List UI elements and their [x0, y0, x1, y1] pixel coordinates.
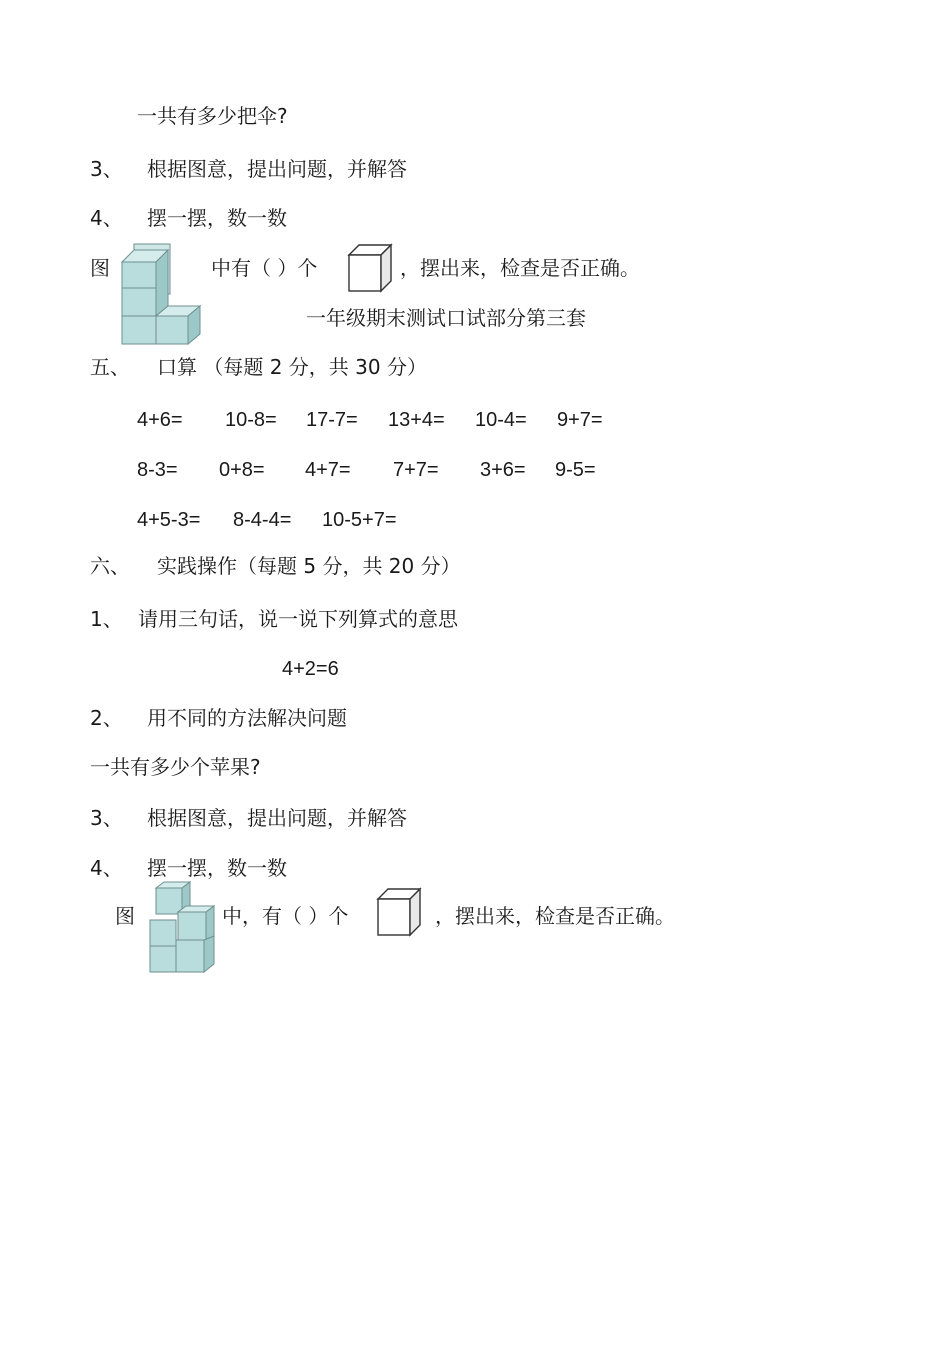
single-cube-icon	[347, 243, 393, 293]
arith-item: 3+6=	[480, 459, 526, 481]
item-number: 3、	[90, 806, 123, 830]
arith-item: 17-7=	[306, 409, 358, 431]
arith-item: 8-4-4=	[233, 509, 292, 531]
cube-stack-icon	[146, 880, 218, 972]
arith-item: 10-4=	[475, 409, 527, 431]
figure-text: ，摆出来，检查是否正确。	[435, 904, 675, 928]
arith-item: 10-5+7=	[322, 509, 397, 531]
arith-item: 0+8=	[219, 459, 265, 481]
section-number: 六、	[90, 554, 130, 578]
section-title: 口算 （每题 2 分，共 30 分）	[157, 355, 427, 379]
item-text: 摆一摆，数一数	[147, 856, 287, 880]
figure-label: 图	[90, 256, 110, 280]
arith-item: 13+4=	[388, 409, 445, 431]
item-number: 2、	[90, 706, 123, 730]
item-number: 4、	[90, 206, 123, 230]
item-text: 用不同的方法解决问题	[147, 706, 347, 730]
arith-item: 10-8=	[225, 409, 277, 431]
arith-item: 9+7=	[557, 409, 603, 431]
figure-label: 图	[115, 904, 135, 928]
single-cube-icon	[376, 887, 422, 937]
item-number: 1、	[90, 607, 123, 631]
arith-item: 9-5=	[555, 459, 596, 481]
section-title: 实践操作（每题 5 分，共 20 分）	[157, 554, 461, 578]
item-text: 摆一摆，数一数	[147, 206, 287, 230]
arith-item: 4+7=	[305, 459, 351, 481]
section-number: 五、	[90, 355, 130, 379]
arith-item: 7+7=	[393, 459, 439, 481]
figure-text: ，摆出来，检查是否正确。	[400, 256, 640, 280]
item-text: 根据图意，提出问题，并解答	[147, 157, 407, 181]
arith-item: 4+6=	[137, 409, 183, 431]
question-apples: 一共有多少个苹果?	[90, 755, 261, 779]
cube-stack-icon	[118, 244, 208, 349]
figure-text: 中，有（ ）个	[222, 904, 349, 928]
figure-text: 中有（ ）个	[211, 256, 318, 280]
question-umbrella: 一共有多少把伞?	[137, 104, 288, 128]
item-text: 根据图意，提出问题，并解答	[147, 806, 407, 830]
item-number: 3、	[90, 157, 123, 181]
arith-item: 8-3=	[137, 459, 178, 481]
arith-item: 4+5-3=	[137, 509, 201, 531]
equation: 4+2=6	[282, 658, 339, 680]
item-text: 请用三句话，说一说下列算式的意思	[138, 607, 458, 631]
item-number: 4、	[90, 856, 123, 880]
section-subtitle: 一年级期末测试口试部分第三套	[306, 306, 586, 330]
